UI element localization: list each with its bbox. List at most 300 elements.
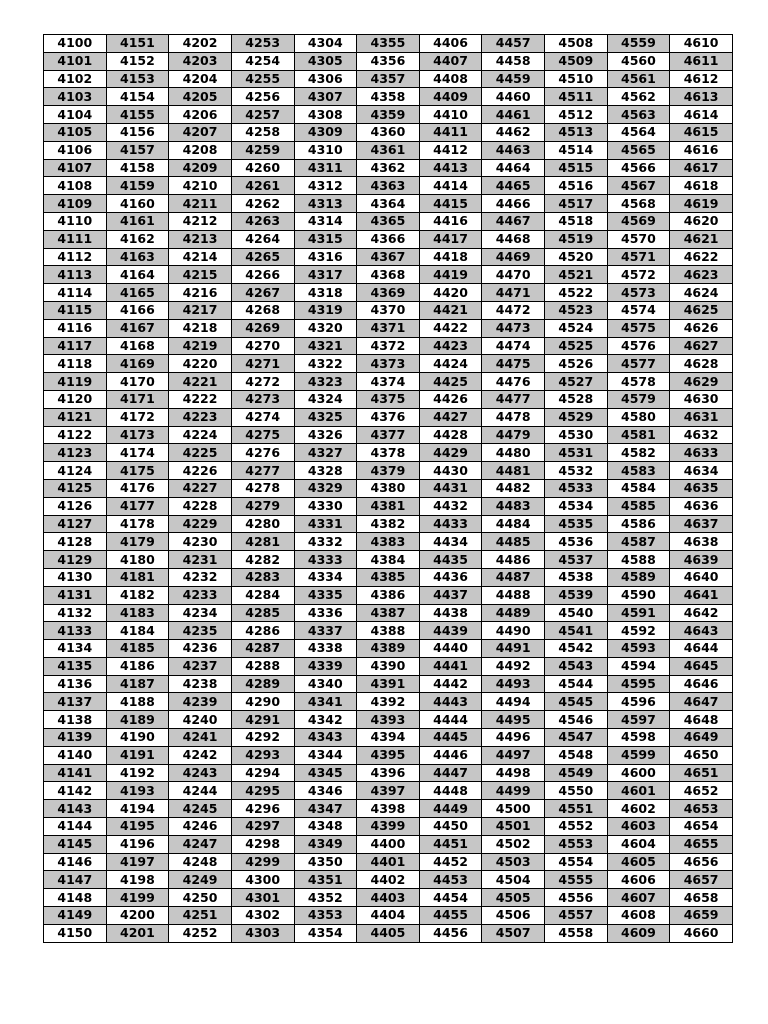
number-cell: 4614 xyxy=(670,106,733,124)
number-cell: 4179 xyxy=(106,533,169,551)
number-cell: 4489 xyxy=(482,604,545,622)
number-cell: 4285 xyxy=(231,604,294,622)
number-cell: 4321 xyxy=(294,337,357,355)
number-cell: 4365 xyxy=(357,212,420,230)
number-cell: 4125 xyxy=(44,479,107,497)
number-cell: 4228 xyxy=(169,497,232,515)
table-row xyxy=(44,729,733,747)
number-cell: 4578 xyxy=(607,373,670,391)
number-cell: 4213 xyxy=(169,230,232,248)
number-cell: 4328 xyxy=(294,462,357,480)
number-cell: 4209 xyxy=(169,159,232,177)
number-cell: 4211 xyxy=(169,195,232,213)
number-cell: 4203 xyxy=(169,52,232,70)
number-cell: 4505 xyxy=(482,889,545,907)
number-cell: 4514 xyxy=(545,141,608,159)
number-cell: 4608 xyxy=(607,907,670,925)
number-cell: 4226 xyxy=(169,462,232,480)
number-cell: 4508 xyxy=(545,35,608,53)
number-cell: 4308 xyxy=(294,106,357,124)
number-cell: 4100 xyxy=(44,35,107,53)
number-cell: 4407 xyxy=(419,52,482,70)
number-cell: 4216 xyxy=(169,284,232,302)
number-cell: 4128 xyxy=(44,533,107,551)
number-cell: 4591 xyxy=(607,604,670,622)
number-cell: 4524 xyxy=(545,319,608,337)
number-cell: 4366 xyxy=(357,230,420,248)
number-cell: 4175 xyxy=(106,462,169,480)
number-cell: 4214 xyxy=(169,248,232,266)
number-cell: 4245 xyxy=(169,800,232,818)
number-cell: 4136 xyxy=(44,675,107,693)
number-cell: 4132 xyxy=(44,604,107,622)
number-cell: 4254 xyxy=(231,52,294,70)
number-cell: 4118 xyxy=(44,355,107,373)
number-cell: 4427 xyxy=(419,408,482,426)
number-cell: 4152 xyxy=(106,52,169,70)
table-row xyxy=(44,622,733,640)
number-cell: 4562 xyxy=(607,88,670,106)
number-cell: 4553 xyxy=(545,835,608,853)
number-cell: 4372 xyxy=(357,337,420,355)
number-cell: 4220 xyxy=(169,355,232,373)
number-cell: 4542 xyxy=(545,640,608,658)
number-cell: 4598 xyxy=(607,729,670,747)
number-cell: 4543 xyxy=(545,657,608,675)
number-cell: 4425 xyxy=(419,373,482,391)
number-cell: 4153 xyxy=(106,70,169,88)
number-cell: 4475 xyxy=(482,355,545,373)
number-cell: 4138 xyxy=(44,711,107,729)
number-cell: 4149 xyxy=(44,907,107,925)
number-cell: 4572 xyxy=(607,266,670,284)
number-cell: 4162 xyxy=(106,230,169,248)
number-cell: 4174 xyxy=(106,444,169,462)
number-cell: 4234 xyxy=(169,604,232,622)
table-row xyxy=(44,515,733,533)
number-cell: 4298 xyxy=(231,835,294,853)
number-cell: 4230 xyxy=(169,533,232,551)
number-cell: 4244 xyxy=(169,782,232,800)
number-cell: 4458 xyxy=(482,52,545,70)
table-row xyxy=(44,141,733,159)
number-cell: 4350 xyxy=(294,853,357,871)
number-cell: 4104 xyxy=(44,106,107,124)
number-cell: 4426 xyxy=(419,390,482,408)
number-cell: 4361 xyxy=(357,141,420,159)
number-cell: 4601 xyxy=(607,782,670,800)
number-cell: 4495 xyxy=(482,711,545,729)
number-cell: 4101 xyxy=(44,52,107,70)
number-cell: 4639 xyxy=(670,551,733,569)
number-cell: 4266 xyxy=(231,266,294,284)
number-cell: 4219 xyxy=(169,337,232,355)
number-cell: 4624 xyxy=(670,284,733,302)
number-cell: 4309 xyxy=(294,123,357,141)
number-cell: 4335 xyxy=(294,586,357,604)
number-cell: 4414 xyxy=(419,177,482,195)
number-cell: 4421 xyxy=(419,301,482,319)
number-cell: 4438 xyxy=(419,604,482,622)
number-cell: 4314 xyxy=(294,212,357,230)
number-cell: 4621 xyxy=(670,230,733,248)
number-cell: 4190 xyxy=(106,729,169,747)
number-cell: 4261 xyxy=(231,177,294,195)
number-cell: 4499 xyxy=(482,782,545,800)
table-row xyxy=(44,746,733,764)
table-row xyxy=(44,106,733,124)
table-row xyxy=(44,284,733,302)
number-cell: 4239 xyxy=(169,693,232,711)
number-cell: 4207 xyxy=(169,123,232,141)
number-cell: 4523 xyxy=(545,301,608,319)
number-cell: 4520 xyxy=(545,248,608,266)
number-cell: 4451 xyxy=(419,835,482,853)
number-cell: 4110 xyxy=(44,212,107,230)
number-cell: 4296 xyxy=(231,800,294,818)
number-cell: 4273 xyxy=(231,390,294,408)
number-cell: 4294 xyxy=(231,764,294,782)
number-cell: 4208 xyxy=(169,141,232,159)
number-cell: 4249 xyxy=(169,871,232,889)
number-cell: 4567 xyxy=(607,177,670,195)
number-cell: 4360 xyxy=(357,123,420,141)
number-cell: 4522 xyxy=(545,284,608,302)
number-cell: 4253 xyxy=(231,35,294,53)
number-cell: 4559 xyxy=(607,35,670,53)
table-row xyxy=(44,907,733,925)
number-cell: 4490 xyxy=(482,622,545,640)
number-cell: 4444 xyxy=(419,711,482,729)
table-row xyxy=(44,248,733,266)
number-cell: 4145 xyxy=(44,835,107,853)
number-cell: 4369 xyxy=(357,284,420,302)
number-cell: 4536 xyxy=(545,533,608,551)
number-cell: 4486 xyxy=(482,551,545,569)
number-cell: 4201 xyxy=(106,924,169,942)
number-cell: 4277 xyxy=(231,462,294,480)
number-cell: 4651 xyxy=(670,764,733,782)
number-cell: 4274 xyxy=(231,408,294,426)
number-cell: 4109 xyxy=(44,195,107,213)
number-cell: 4554 xyxy=(545,853,608,871)
number-cell: 4295 xyxy=(231,782,294,800)
number-cell: 4544 xyxy=(545,675,608,693)
number-cell: 4446 xyxy=(419,746,482,764)
number-cell: 4251 xyxy=(169,907,232,925)
number-cell: 4599 xyxy=(607,746,670,764)
number-cell: 4586 xyxy=(607,515,670,533)
number-cell: 4596 xyxy=(607,693,670,711)
number-cell: 4468 xyxy=(482,230,545,248)
number-cell: 4271 xyxy=(231,355,294,373)
number-cell: 4396 xyxy=(357,764,420,782)
number-cell: 4313 xyxy=(294,195,357,213)
number-cell: 4183 xyxy=(106,604,169,622)
number-cell: 4625 xyxy=(670,301,733,319)
number-cell: 4370 xyxy=(357,301,420,319)
table-row xyxy=(44,924,733,942)
number-cell: 4656 xyxy=(670,853,733,871)
number-cell: 4338 xyxy=(294,640,357,658)
number-cell: 4272 xyxy=(231,373,294,391)
number-cell: 4300 xyxy=(231,871,294,889)
number-cell: 4589 xyxy=(607,568,670,586)
number-cell: 4597 xyxy=(607,711,670,729)
number-cell: 4582 xyxy=(607,444,670,462)
number-cell: 4561 xyxy=(607,70,670,88)
table-row xyxy=(44,408,733,426)
number-cell: 4188 xyxy=(106,693,169,711)
number-cell: 4169 xyxy=(106,355,169,373)
number-cell: 4260 xyxy=(231,159,294,177)
number-cell: 4545 xyxy=(545,693,608,711)
number-cell: 4302 xyxy=(231,907,294,925)
number-cell: 4131 xyxy=(44,586,107,604)
number-cell: 4643 xyxy=(670,622,733,640)
number-cell: 4362 xyxy=(357,159,420,177)
number-cell: 4434 xyxy=(419,533,482,551)
number-cell: 4292 xyxy=(231,729,294,747)
number-cell: 4558 xyxy=(545,924,608,942)
number-cell: 4355 xyxy=(357,35,420,53)
number-cell: 4557 xyxy=(545,907,608,925)
number-cell: 4258 xyxy=(231,123,294,141)
table-row xyxy=(44,319,733,337)
number-cell: 4619 xyxy=(670,195,733,213)
number-cell: 4117 xyxy=(44,337,107,355)
number-cell: 4376 xyxy=(357,408,420,426)
number-cell: 4301 xyxy=(231,889,294,907)
number-cell: 4133 xyxy=(44,622,107,640)
number-cell: 4310 xyxy=(294,141,357,159)
number-cell: 4367 xyxy=(357,248,420,266)
number-cell: 4374 xyxy=(357,373,420,391)
number-cell: 4552 xyxy=(545,818,608,836)
number-cell: 4204 xyxy=(169,70,232,88)
number-cell: 4170 xyxy=(106,373,169,391)
number-cell: 4157 xyxy=(106,141,169,159)
number-cell: 4103 xyxy=(44,88,107,106)
number-cell: 4472 xyxy=(482,301,545,319)
number-cell: 4600 xyxy=(607,764,670,782)
number-cell: 4466 xyxy=(482,195,545,213)
number-cell: 4634 xyxy=(670,462,733,480)
number-cell: 4336 xyxy=(294,604,357,622)
number-cell: 4276 xyxy=(231,444,294,462)
number-cell: 4647 xyxy=(670,693,733,711)
table-row xyxy=(44,70,733,88)
number-cell: 4456 xyxy=(419,924,482,942)
number-cell: 4388 xyxy=(357,622,420,640)
number-cell: 4487 xyxy=(482,568,545,586)
table-row xyxy=(44,195,733,213)
number-cell: 4645 xyxy=(670,657,733,675)
number-cell: 4135 xyxy=(44,657,107,675)
number-cell: 4560 xyxy=(607,52,670,70)
table-row xyxy=(44,711,733,729)
number-cell: 4159 xyxy=(106,177,169,195)
number-cell: 4316 xyxy=(294,248,357,266)
number-cell: 4315 xyxy=(294,230,357,248)
number-cell: 4538 xyxy=(545,568,608,586)
number-cell: 4185 xyxy=(106,640,169,658)
table-row xyxy=(44,675,733,693)
number-cell: 4319 xyxy=(294,301,357,319)
number-cell: 4250 xyxy=(169,889,232,907)
number-cell: 4352 xyxy=(294,889,357,907)
number-cell: 4416 xyxy=(419,212,482,230)
number-cell: 4496 xyxy=(482,729,545,747)
number-cell: 4357 xyxy=(357,70,420,88)
number-cell: 4279 xyxy=(231,497,294,515)
number-cell: 4356 xyxy=(357,52,420,70)
number-cell: 4337 xyxy=(294,622,357,640)
number-cell: 4415 xyxy=(419,195,482,213)
number-cell: 4112 xyxy=(44,248,107,266)
number-cell: 4164 xyxy=(106,266,169,284)
number-cell: 4476 xyxy=(482,373,545,391)
number-cell: 4653 xyxy=(670,800,733,818)
number-cell: 4205 xyxy=(169,88,232,106)
number-cell: 4556 xyxy=(545,889,608,907)
number-cell: 4395 xyxy=(357,746,420,764)
number-cell: 4140 xyxy=(44,746,107,764)
number-cell: 4194 xyxy=(106,800,169,818)
number-cell: 4480 xyxy=(482,444,545,462)
number-table-container xyxy=(43,34,733,943)
number-cell: 4187 xyxy=(106,675,169,693)
number-cell: 4150 xyxy=(44,924,107,942)
number-cell: 4177 xyxy=(106,497,169,515)
number-cell: 4649 xyxy=(670,729,733,747)
number-cell: 4479 xyxy=(482,426,545,444)
number-cell: 4306 xyxy=(294,70,357,88)
number-cell: 4627 xyxy=(670,337,733,355)
number-cell: 4392 xyxy=(357,693,420,711)
number-cell: 4363 xyxy=(357,177,420,195)
number-cell: 4652 xyxy=(670,782,733,800)
number-cell: 4457 xyxy=(482,35,545,53)
number-cell: 4167 xyxy=(106,319,169,337)
number-cell: 4345 xyxy=(294,764,357,782)
number-cell: 4635 xyxy=(670,479,733,497)
table-row xyxy=(44,52,733,70)
table-row xyxy=(44,444,733,462)
number-cell: 4344 xyxy=(294,746,357,764)
number-cell: 4129 xyxy=(44,551,107,569)
number-cell: 4551 xyxy=(545,800,608,818)
number-cell: 4280 xyxy=(231,515,294,533)
number-cell: 4113 xyxy=(44,266,107,284)
number-cell: 4141 xyxy=(44,764,107,782)
number-cell: 4163 xyxy=(106,248,169,266)
number-cell: 4325 xyxy=(294,408,357,426)
number-cell: 4237 xyxy=(169,657,232,675)
number-cell: 4379 xyxy=(357,462,420,480)
number-table-body xyxy=(44,35,733,943)
number-cell: 4217 xyxy=(169,301,232,319)
number-cell: 4341 xyxy=(294,693,357,711)
number-cell: 4528 xyxy=(545,390,608,408)
number-cell: 4517 xyxy=(545,195,608,213)
number-cell: 4424 xyxy=(419,355,482,373)
number-cell: 4555 xyxy=(545,871,608,889)
number-cell: 4224 xyxy=(169,426,232,444)
number-cell: 4435 xyxy=(419,551,482,569)
number-cell: 4436 xyxy=(419,568,482,586)
number-cell: 4202 xyxy=(169,35,232,53)
number-cell: 4389 xyxy=(357,640,420,658)
number-cell: 4417 xyxy=(419,230,482,248)
number-cell: 4106 xyxy=(44,141,107,159)
number-cell: 4268 xyxy=(231,301,294,319)
number-cell: 4442 xyxy=(419,675,482,693)
number-cell: 4588 xyxy=(607,551,670,569)
number-cell: 4160 xyxy=(106,195,169,213)
number-cell: 4200 xyxy=(106,907,169,925)
table-row xyxy=(44,177,733,195)
number-cell: 4459 xyxy=(482,70,545,88)
number-cell: 4628 xyxy=(670,355,733,373)
number-cell: 4510 xyxy=(545,70,608,88)
number-cell: 4418 xyxy=(419,248,482,266)
number-cell: 4212 xyxy=(169,212,232,230)
number-cell: 4283 xyxy=(231,568,294,586)
number-cell: 4477 xyxy=(482,390,545,408)
number-cell: 4182 xyxy=(106,586,169,604)
table-row xyxy=(44,568,733,586)
number-cell: 4492 xyxy=(482,657,545,675)
number-cell: 4119 xyxy=(44,373,107,391)
number-cell: 4547 xyxy=(545,729,608,747)
number-cell: 4359 xyxy=(357,106,420,124)
number-cell: 4354 xyxy=(294,924,357,942)
number-cell: 4269 xyxy=(231,319,294,337)
number-cell: 4509 xyxy=(545,52,608,70)
number-cell: 4299 xyxy=(231,853,294,871)
table-row xyxy=(44,818,733,836)
number-cell: 4575 xyxy=(607,319,670,337)
number-cell: 4223 xyxy=(169,408,232,426)
number-cell: 4471 xyxy=(482,284,545,302)
number-cell: 4526 xyxy=(545,355,608,373)
number-cell: 4411 xyxy=(419,123,482,141)
number-cell: 4402 xyxy=(357,871,420,889)
number-cell: 4657 xyxy=(670,871,733,889)
number-cell: 4420 xyxy=(419,284,482,302)
number-cell: 4605 xyxy=(607,853,670,871)
number-cell: 4447 xyxy=(419,764,482,782)
number-cell: 4577 xyxy=(607,355,670,373)
number-cell: 4281 xyxy=(231,533,294,551)
number-cell: 4574 xyxy=(607,301,670,319)
number-cell: 4320 xyxy=(294,319,357,337)
number-cell: 4448 xyxy=(419,782,482,800)
number-cell: 4139 xyxy=(44,729,107,747)
number-cell: 4537 xyxy=(545,551,608,569)
number-cell: 4521 xyxy=(545,266,608,284)
number-cell: 4412 xyxy=(419,141,482,159)
number-cell: 4631 xyxy=(670,408,733,426)
number-cell: 4390 xyxy=(357,657,420,675)
number-cell: 4644 xyxy=(670,640,733,658)
number-cell: 4441 xyxy=(419,657,482,675)
number-cell: 4581 xyxy=(607,426,670,444)
number-cell: 4494 xyxy=(482,693,545,711)
number-cell: 4375 xyxy=(357,390,420,408)
number-cell: 4654 xyxy=(670,818,733,836)
